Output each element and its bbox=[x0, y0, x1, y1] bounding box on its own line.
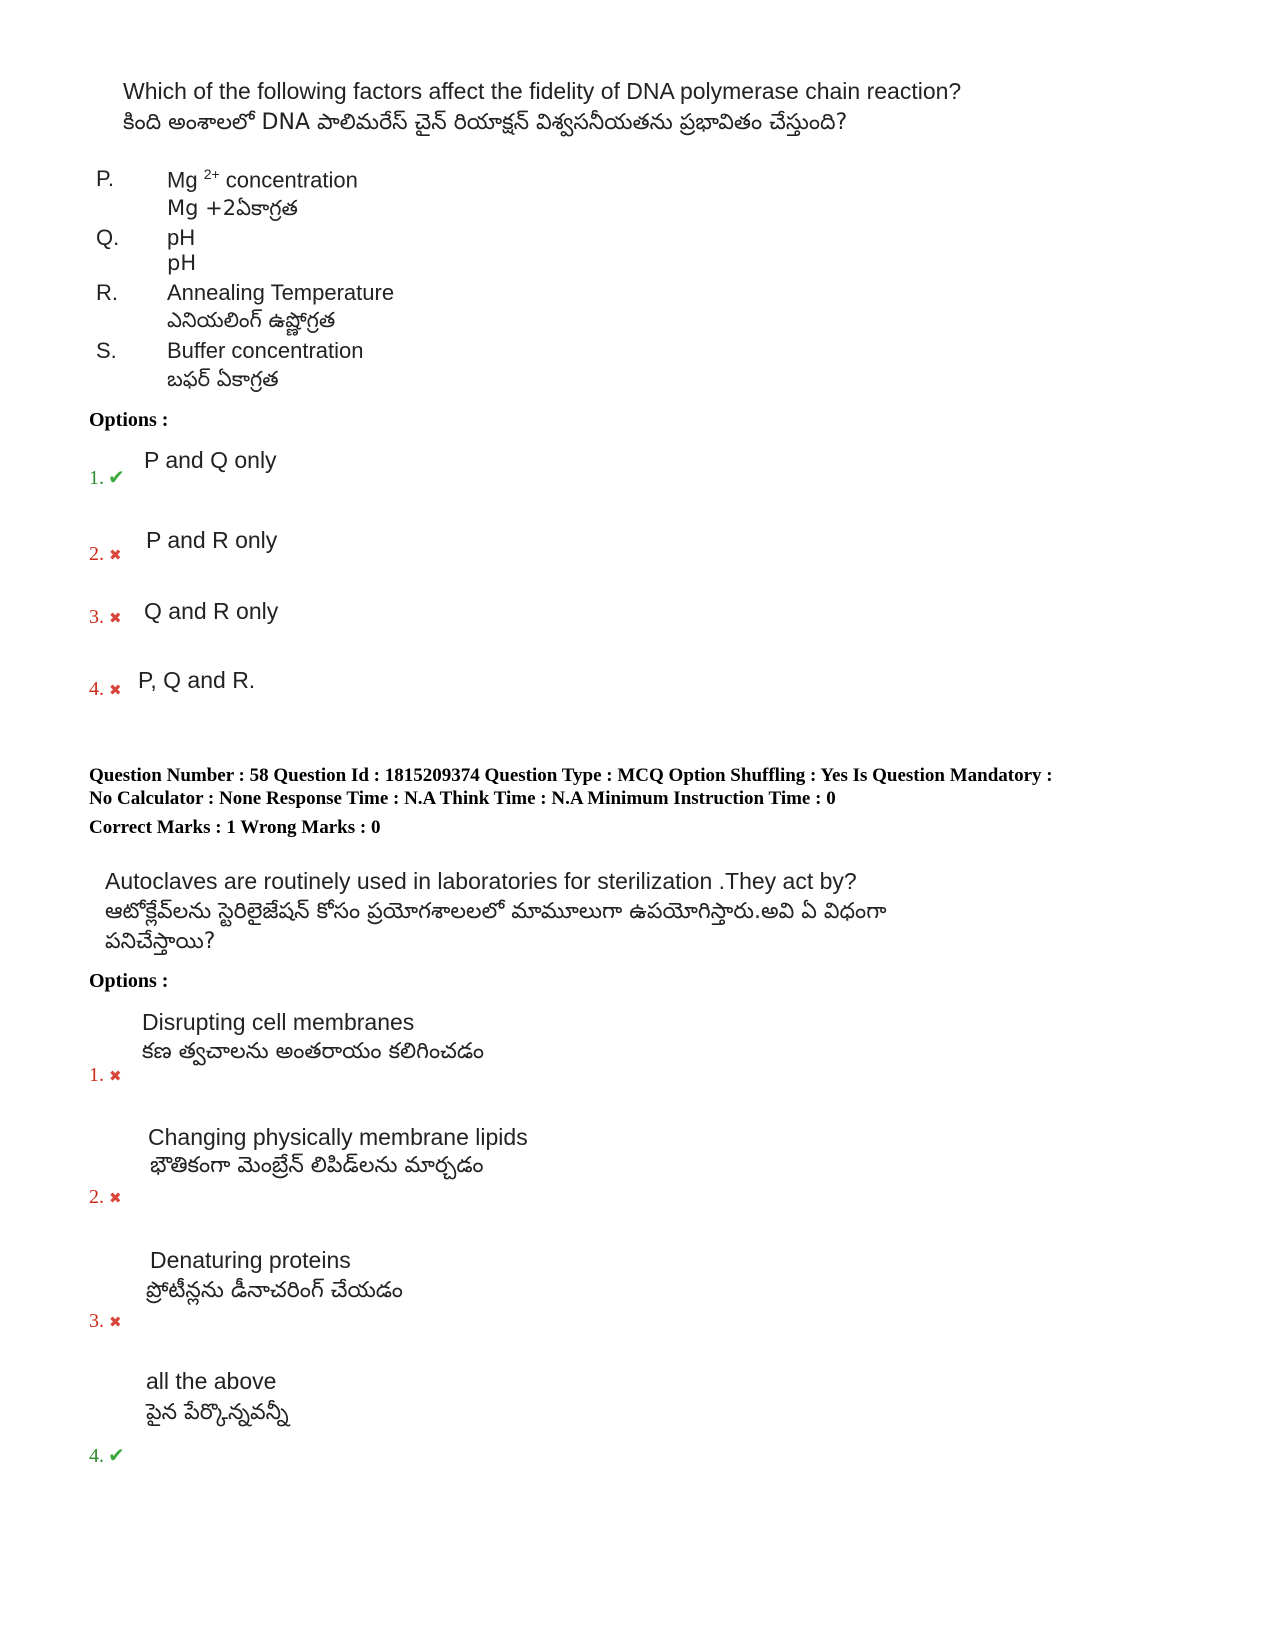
question-text-te: కింది అంశాలలో DNA పాలిమరేస్ చైన్ రియాక్షన్ విశ్వసనీయతను ప్రభావితం చేస్తుంది? bbox=[123, 110, 848, 135]
option-marker: 3. ✖ bbox=[89, 606, 122, 628]
question-text-te: పనిచేస్తాయి? bbox=[105, 929, 216, 954]
options-label: Options : bbox=[89, 409, 169, 431]
cross-icon: ✖ bbox=[109, 1189, 122, 1207]
option-marker: 3. ✖ bbox=[89, 1310, 122, 1332]
item-letter: R. bbox=[96, 280, 118, 305]
item-text-en: pH bbox=[167, 225, 196, 250]
option-text-te: పైన పేర్కొన్నవన్నీ bbox=[146, 1400, 289, 1425]
item-text-te: pH bbox=[167, 251, 197, 275]
item-text-en: Buffer concentration bbox=[167, 338, 364, 363]
option-text[interactable]: P, Q and R. bbox=[138, 667, 256, 693]
item-text-te: బఫర్ ఏకాగ్రత bbox=[167, 367, 279, 391]
option-marker: 1. ✖ bbox=[89, 1064, 122, 1086]
option-marker: 4. ✖ bbox=[89, 678, 122, 700]
question-text-te: ఆటోక్లేవ్‌లను స్టెరిలైజేషన్ కోసం ప్రయోగశాలలలో మామూలుగా ఉపయోగిస్తారు.అవి ఏ విధంగా bbox=[105, 899, 887, 924]
cross-icon: ✖ bbox=[109, 609, 122, 627]
item-letter: Q. bbox=[96, 225, 120, 250]
option-text[interactable]: Q and R only bbox=[144, 598, 279, 624]
check-icon: ✔ bbox=[108, 1443, 125, 1467]
option-marker: 2. ✖ bbox=[89, 543, 122, 565]
option-text-te: కణ త్వచాలను అంతరాయం కలిగించడం bbox=[142, 1039, 484, 1064]
option-text-en[interactable]: Changing physically membrane lipids bbox=[148, 1124, 528, 1150]
option-text-en[interactable]: Denaturing proteins bbox=[150, 1247, 351, 1273]
question-meta-line2: No Calculator : None Response Time : N.A Think Time : N.A Minimum Instruction Time : 0 bbox=[89, 788, 836, 809]
check-icon: ✔ bbox=[108, 465, 125, 489]
item-text-en: Annealing Temperature bbox=[167, 280, 395, 305]
cross-icon: ✖ bbox=[109, 1313, 122, 1331]
option-text-te: భౌతికంగా మెంబ్రేన్ లిపిడ్‌లను మార్చడం bbox=[150, 1153, 484, 1178]
question-marks: Correct Marks : 1 Wrong Marks : 0 bbox=[89, 817, 381, 838]
option-text[interactable]: P and R only bbox=[146, 527, 278, 553]
question-text-en: Which of the following factors affect the fidelity of DNA polymerase chain reaction? bbox=[123, 78, 962, 104]
question-text-en: Autoclaves are routinely used in laboratories for sterilization .They act by? bbox=[105, 868, 857, 894]
option-marker: 4. ✔ bbox=[89, 1443, 125, 1467]
cross-icon: ✖ bbox=[109, 546, 122, 564]
item-text-te: Mg +2ఏకాగ్రత bbox=[167, 196, 298, 220]
option-text-te: ప్రోటీన్లను డీనాచరింగ్ చేయడం bbox=[146, 1278, 403, 1303]
item-letter: S. bbox=[96, 338, 117, 363]
item-text-te: ఎనియలింగ్ ఉష్ణోగ్రత bbox=[167, 308, 336, 332]
option-text-en[interactable]: Disrupting cell membranes bbox=[142, 1009, 415, 1035]
cross-icon: ✖ bbox=[109, 1067, 122, 1085]
options-label: Options : bbox=[89, 970, 169, 992]
item-letter: P. bbox=[96, 166, 114, 191]
option-text-en[interactable]: all the above bbox=[146, 1368, 277, 1394]
item-text-en: Mg $^{2+}$ concentration bbox=[167, 166, 358, 193]
option-marker: 1. ✔ bbox=[89, 465, 125, 489]
option-marker: 2. ✖ bbox=[89, 1186, 122, 1208]
option-text[interactable]: P and Q only bbox=[144, 447, 277, 473]
cross-icon: ✖ bbox=[109, 681, 122, 699]
question-meta-line1: Question Number : 58 Question Id : 1815209374 Question Type : MCQ Option Shuffling : Yes Is Question Mandatory : bbox=[89, 765, 1053, 786]
